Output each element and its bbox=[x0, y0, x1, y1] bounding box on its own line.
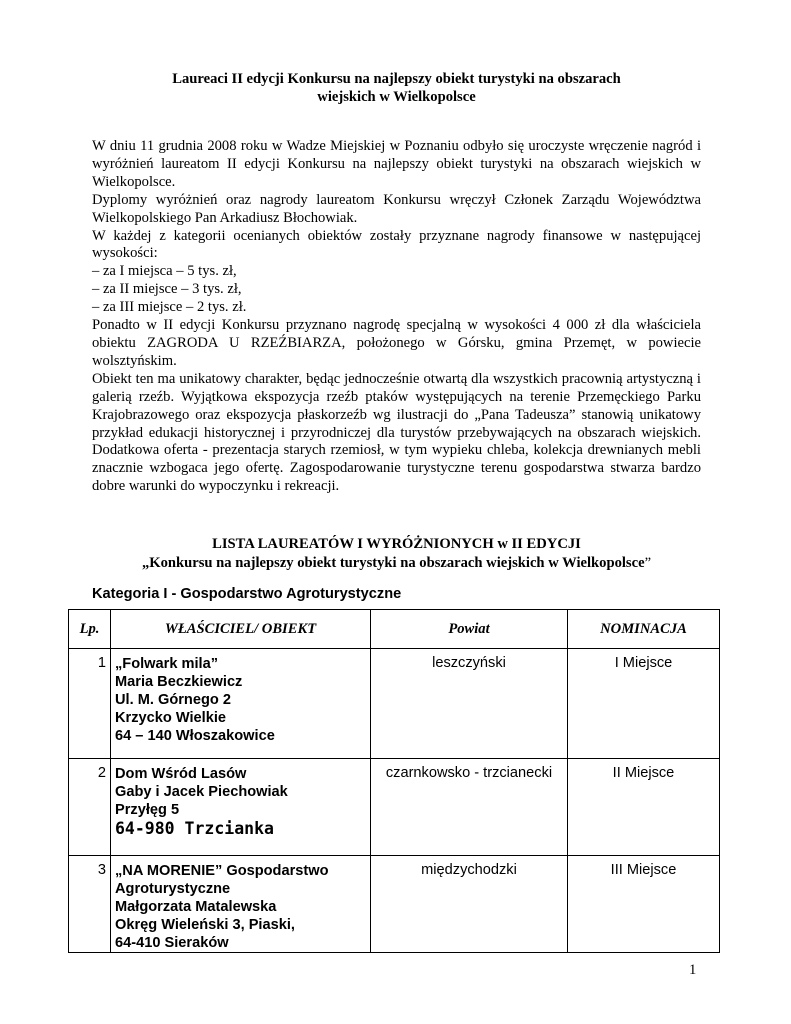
paragraph-ceremony: W dniu 11 grudnia 2008 roku w Wadze Miejskiej w Poznaniu odbyło się uroczyste wręczenie nagród i wyróżnień laureatom II edycji Konkursu na najlepszy obiekt turystyki na obszarach wiejskich w Wielkopolsce. bbox=[92, 138, 701, 190]
list-heading-subtitle: „Konkursu na najlepszy obiekt turystyki na obszarach wiejskich w Wielkopolsce bbox=[141, 554, 645, 571]
category-title: Kategoria I - Gospodarstwo Agroturystyczne bbox=[92, 586, 402, 602]
list-heading-closing-quote: ” bbox=[644, 554, 652, 571]
list-heading bbox=[92, 535, 701, 572]
owner-line: Agroturystyczne bbox=[115, 881, 231, 897]
owner-line: Gaby i Jacek Piechowiak bbox=[115, 784, 288, 800]
list-heading-line-2 bbox=[92, 554, 701, 573]
cell-lp: 1 bbox=[69, 649, 111, 759]
cell-owner bbox=[111, 856, 371, 953]
header-nomination: NOMINACJA bbox=[568, 610, 720, 649]
owner-line: 64-980 Trzcianka bbox=[115, 819, 274, 838]
cell-powiat: czarnkowsko - trzcianecki bbox=[371, 759, 568, 856]
owner-line: „NA MORENIE” Gospodarstwo bbox=[115, 863, 329, 879]
header-owner: WŁAŚCICIEL/ OBIEKT bbox=[111, 610, 371, 649]
cell-lp: 3 bbox=[69, 856, 111, 953]
cell-nomination: II Miejsce bbox=[568, 759, 720, 856]
document-title-line-2: wiejskich w Wielkopolsce bbox=[317, 89, 476, 105]
owner-line: Przyłęg 5 bbox=[115, 802, 180, 818]
owner-line: Małgorzata Matalewska bbox=[115, 899, 277, 915]
owner-line: Dom Wśród Lasów bbox=[115, 766, 247, 782]
paragraph-object-description: Obiekt ten ma unikatowy charakter, będąc jednocześnie otwartą dla wszystkich pracownią artystyczną i galerią rzeźb. Wyjątkowa ekspozycja rzeźb ptaków występujących na terenie Przemęckiego Parku Krajobrazowego oraz ekspozycja płaskorzeźb wg ilustracji do „Pana Tadeusza” stanowią unikatowy przykład edukacji historycznej i przyrodniczej dla turystów przebywających na obszarach wiejskich. Dodatkowa oferta - prezentacja starych rzemiosł, w tym wypieku chleba, kolekcja drewnianych mebli znacznie wzbogaca jego ofertę. Zagospodarowanie turystyczne terenu gospodarstwa stwarza bardzo dobre warunki do wypoczynku i rekreacji. bbox=[92, 370, 701, 495]
owner-line: Okręg Wieleński 3, Piaski, bbox=[115, 917, 295, 933]
paragraph-awards: W każdej z kategorii ocenianych obiektów zostały przyznane nagrody finansowe w następującej wysokości: bbox=[92, 227, 701, 262]
award-third-place: – za III miejsce – 2 tys. zł. bbox=[92, 299, 247, 316]
owner-line: 64-410 Sieraków bbox=[115, 935, 229, 951]
page-number: 1 bbox=[689, 962, 697, 978]
cell-owner bbox=[111, 759, 371, 856]
paragraph-diplomas: Dyplomy wyróżnień oraz nagrody laureatom Konkursu wręczył Członek Zarządu Województwa Wielkopolskiego Pan Arkadiusz Błochowiak. bbox=[92, 191, 701, 226]
laureates-table bbox=[68, 609, 720, 953]
award-second-place: – za II miejsce – 3 tys. zł, bbox=[92, 281, 242, 298]
table-row bbox=[69, 649, 720, 759]
owner-line: „Folwark mila” bbox=[115, 656, 218, 672]
table-header-row bbox=[69, 610, 720, 649]
document-title bbox=[92, 70, 701, 106]
owner-line: Maria Beczkiewicz bbox=[115, 674, 243, 690]
award-first-place: – za I miejsca – 5 tys. zł, bbox=[92, 263, 237, 280]
cell-lp: 2 bbox=[69, 759, 111, 856]
owner-line: Ul. M. Górnego 2 bbox=[115, 692, 231, 708]
cell-nomination: III Miejsce bbox=[568, 856, 720, 953]
owner-line: 64 – 140 Włoszakowice bbox=[115, 728, 275, 744]
owner-line: Krzycko Wielkie bbox=[115, 710, 226, 726]
table-row bbox=[69, 856, 720, 953]
table-row bbox=[69, 759, 720, 856]
paragraph-special-award: Ponadto w II edycji Konkursu przyznano nagrodę specjalną w wysokości 4 000 zł dla właściciela obiektu ZAGRODA U RZEŹBIARZA, położonego w Górsku, gmina Przemęt, w powiecie wolsztyńskim. bbox=[92, 317, 701, 369]
header-lp: Lp. bbox=[69, 610, 111, 649]
cell-nomination: I Miejsce bbox=[568, 649, 720, 759]
cell-powiat: międzychodzki bbox=[371, 856, 568, 953]
list-heading-line-1: LISTA LAUREATÓW I WYRÓŻNIONYCH w II EDYCJI bbox=[212, 536, 581, 552]
document-title-line-1: Laureaci II edycji Konkursu na najlepszy obiekt turystyki na obszarach bbox=[172, 71, 621, 87]
header-powiat: Powiat bbox=[371, 610, 568, 649]
cell-powiat: leszczyński bbox=[371, 649, 568, 759]
cell-owner bbox=[111, 649, 371, 759]
body-text bbox=[92, 138, 701, 496]
